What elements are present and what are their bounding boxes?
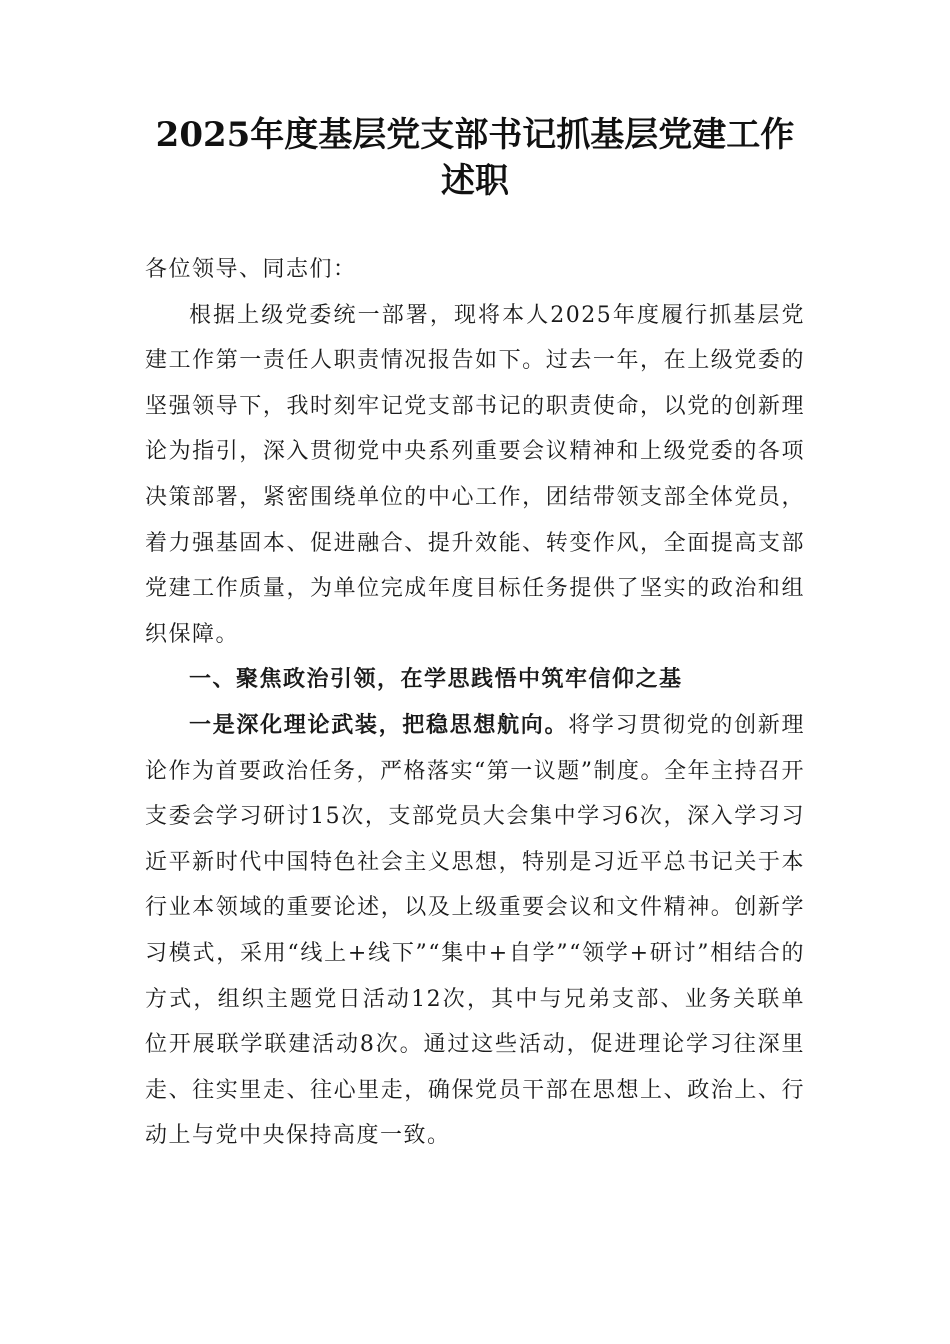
point-1-lead: 一是深化理论武装，把稳思想航向。 bbox=[189, 712, 569, 738]
document-title: 2025年度基层党支部书记抓基层党建工作述职 bbox=[155, 115, 795, 201]
document-body bbox=[145, 247, 805, 1159]
point-1-body: 将学习贯彻党的创新理论作为首要政治任务，严格落实“第一议题”制度。全年主持召开支委会学习研讨15次，支部党员大会集中学习6次，深入学习习近平新时代中国特色社会主义思想，特别是习近平总书记关于本行业本领域的重要论述，以及上级重要会议和文件精神。创新学习模式，采用“线上+线下”“集中+自学”“领学+研讨”相结合的方式，组织主题党日活动12次，其中与兄弟支部、业务关联单位开展联学联建活动8次。通过这些活动，促进理论学习往深里走、往实里走、往心里走，确保党员干部在思想上、政治上、行动上与党中央保持高度一致。 bbox=[145, 712, 805, 1149]
intro-paragraph: 根据上级党委统一部署，现将本人2025年度履行抓基层党建工作第一责任人职责情况报告如下。过去一年，在上级党委的坚强领导下，我时刻牢记党支部书记的职责使命，以党的创新理论为指引，深入贯彻党中央系列重要会议精神和上级党委的各项决策部署，紧密围绕单位的中心工作，团结带领支部全体党员，着力强基固本、促进融合、提升效能、转变作风，全面提高支部党建工作质量，为单位完成年度目标任务提供了坚实的政治和组织保障。 bbox=[145, 302, 805, 647]
salutation: 各位领导、同志们： bbox=[145, 257, 357, 282]
section-heading-1: 一、聚焦政治引领，在学思践悟中筑牢信仰之基 bbox=[189, 667, 683, 693]
point-1-paragraph bbox=[145, 703, 805, 1159]
